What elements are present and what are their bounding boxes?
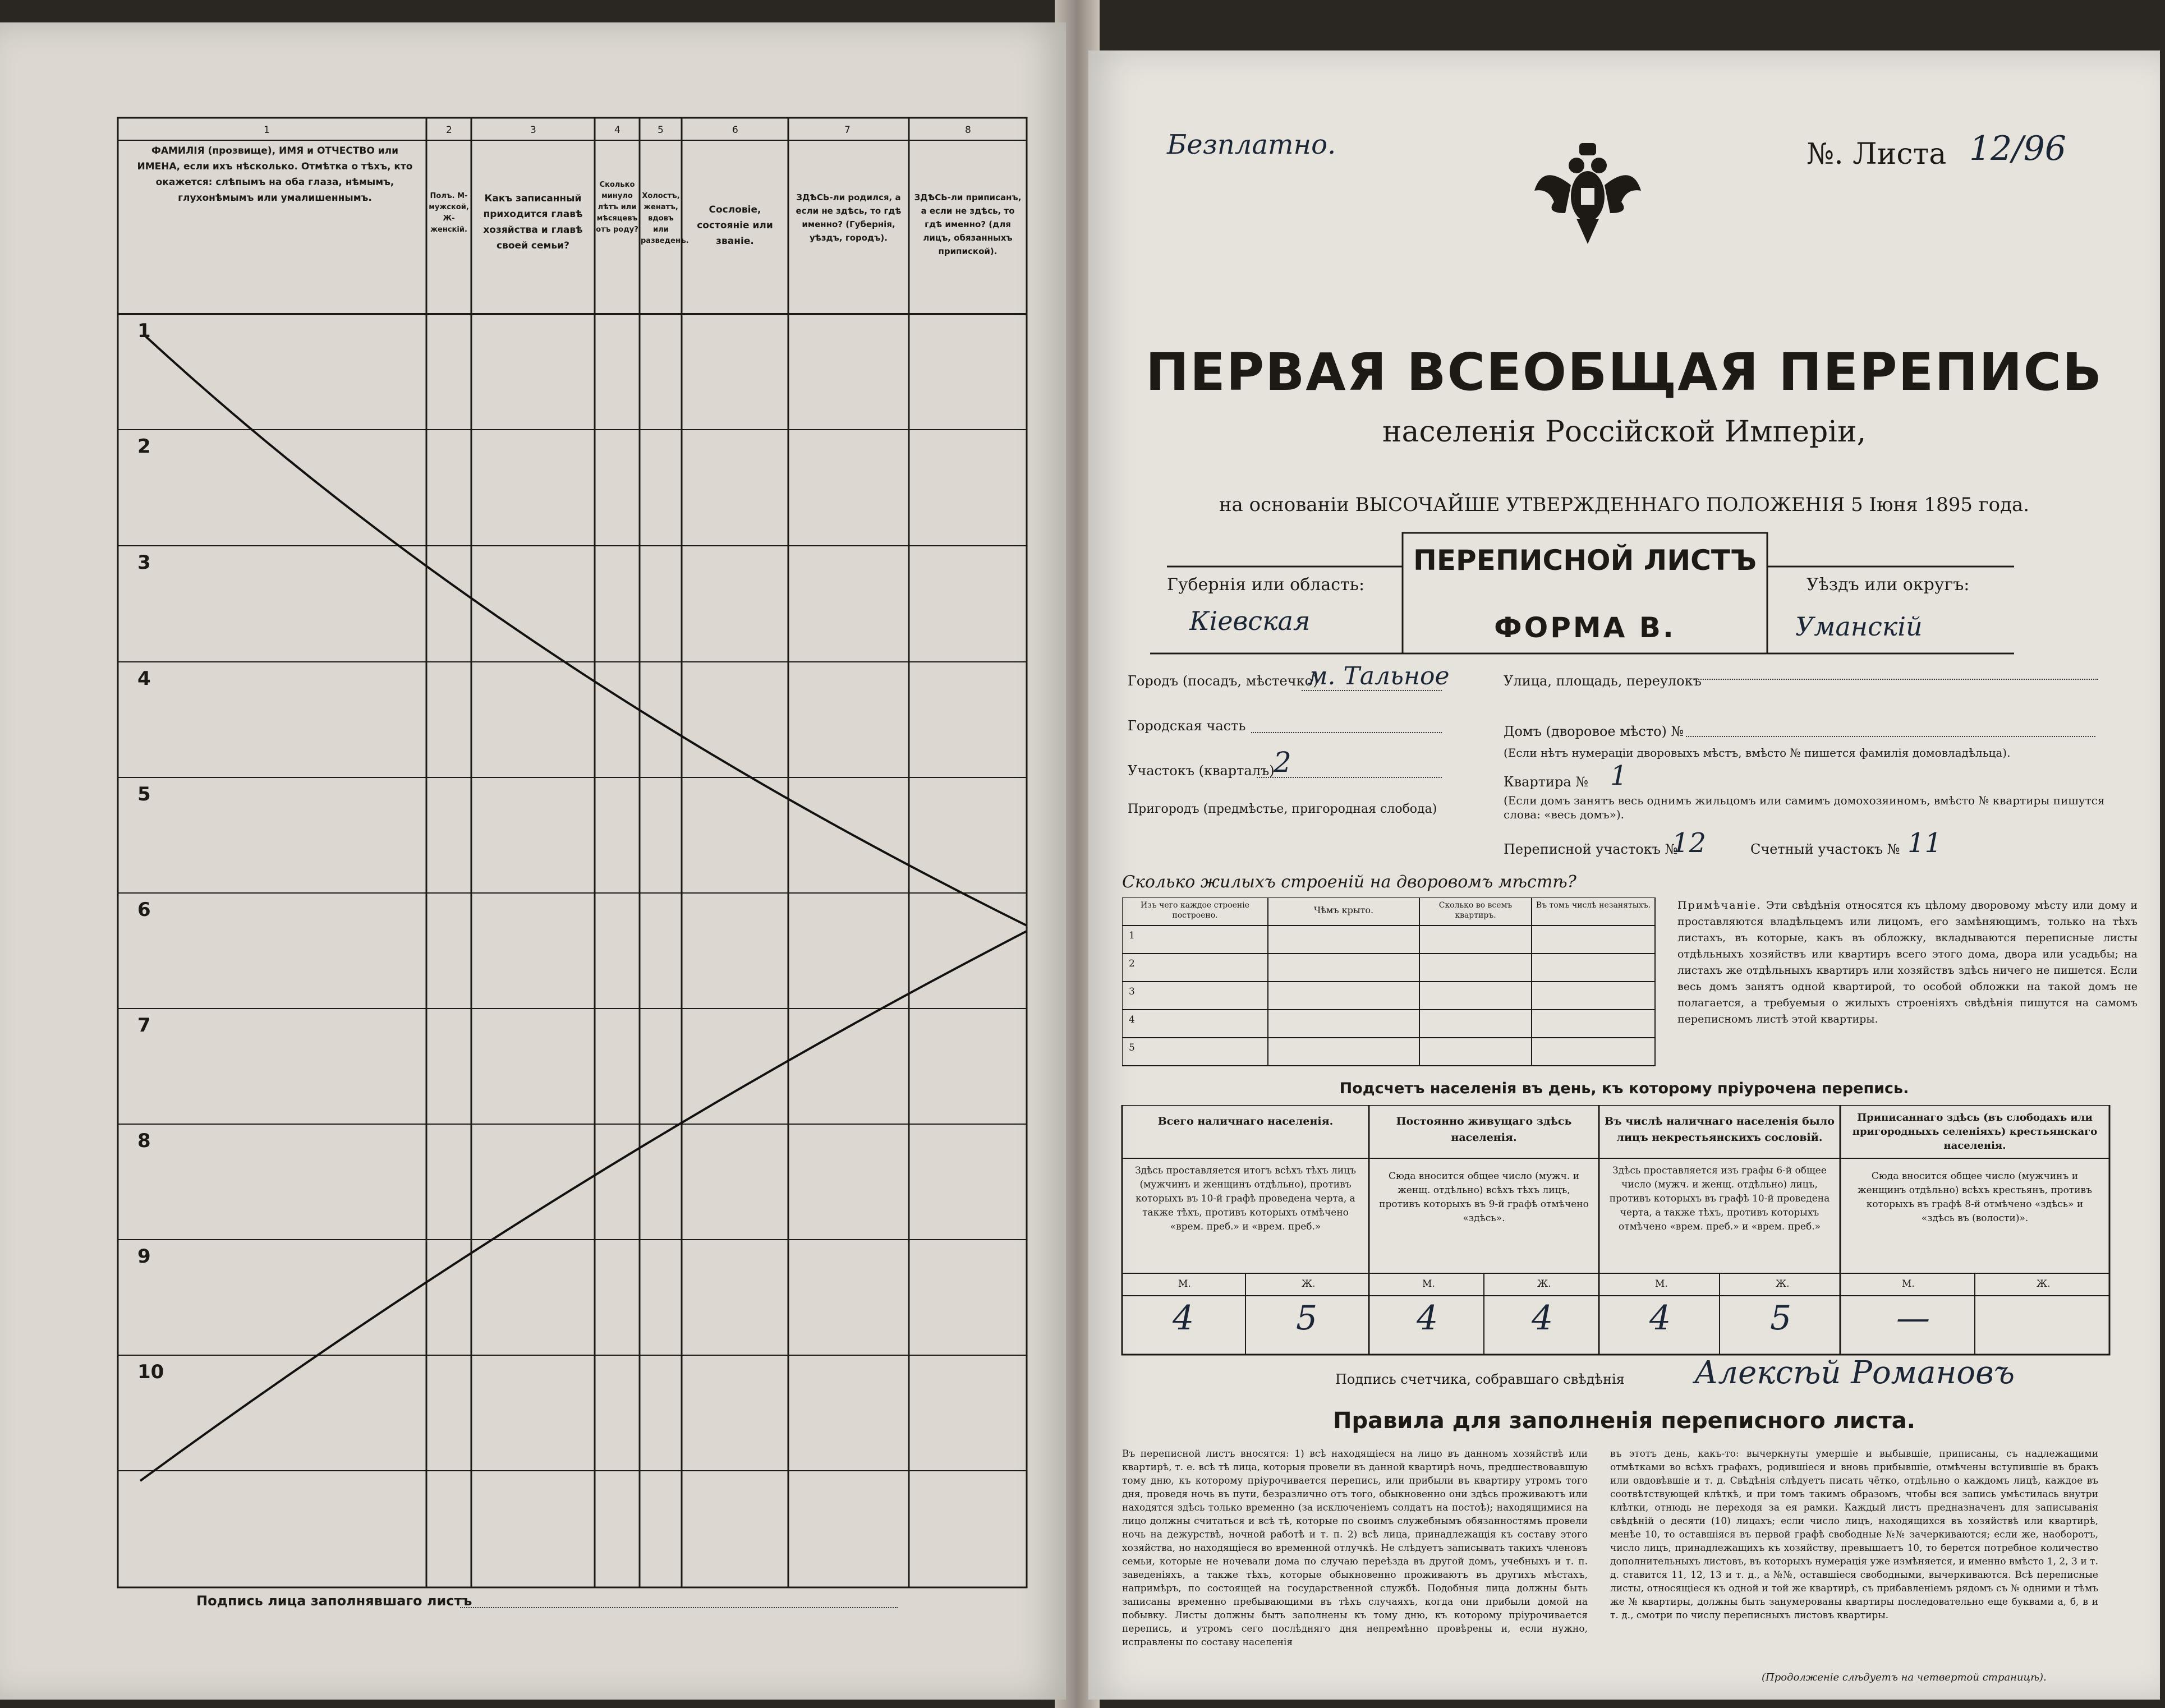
mz-4: Ж. [1537,1278,1551,1290]
header-col-3: Какъ записанный приходится главѣ хозяйства и главѣ своей семьи? [483,193,583,251]
col-number-2: 2 [446,125,452,136]
apartment-note: (Если домъ занятъ весь однимъ жильцомъ или самимъ домохозяиномъ, вмѣсто № квартиры пишутся слова: «весь домъ»). [1504,794,2105,821]
header-col-8: ЗДѢСЬ-ли приписанъ, а если не здѣсь, то гдѣ именно? (для лицъ, обязанныхъ припиской). [914,192,1022,256]
population-title: Подсчетъ населенія въ день, къ которому пріурочена перепись. [1339,1080,1909,1097]
decree-line: на основаніи ВЫСОЧАЙШЕ УТВЕРЖДЕННАГО ПОЛОЖЕНІЯ 5 Іюня 1895 года. [1219,494,2030,516]
city-part-line [1251,732,1442,733]
row-number-7: 7 [137,1014,151,1037]
pop-note-peasant: Сюда вносится общее число (мужчинъ и женщинъ отдѣльно) всѣхъ крестьянъ, противъ которыхъ въ графѣ 8-й отмѣчено «здѣсь» и «здѣсь въ (волости)». [1858,1171,2092,1224]
strike-line-1 [146,337,1027,926]
bt-row-3: 3 [1129,986,1135,997]
mz-5: М. [1655,1278,1668,1290]
mz-2: Ж. [1302,1278,1316,1290]
street-label: Улица, площадь, переулокъ [1504,673,1702,689]
header-col-1: ФАМИЛІЯ (прозвище), ИМЯ и ОТЧЕСТВО или ИМЕНА, если ихъ нѣсколько. Отмѣтка о тѣхъ, кто окажется: слѣпымъ на оба глаза, нѣмымъ, глухонѣмымъ или умалишеннымъ. [137,145,413,204]
district-label: Уѣздъ или округъ: [1807,575,1970,595]
buildings-question: Сколько жилыхъ строеній на дворовомъ мѣстѣ? [1122,872,1576,892]
count-plot-label: Счетный участокъ № [1750,841,1900,857]
province-value[interactable]: Кіевская [1189,606,1311,636]
bt-header-apartments: Сколько во всемъ квартиръ. [1438,901,1513,920]
strike-line-2 [140,931,1027,1481]
bt-row-1: 1 [1129,930,1135,941]
house-label: Домъ (дворовое мѣсто) № [1504,724,1684,739]
form-subtitle: ФОРМА В. [1494,611,1676,644]
bt-header-material: Изъ чего каждое строеніе построено. [1140,901,1250,920]
mz-8: Ж. [2037,1278,2051,1290]
note-text: Эти свѣдѣнія относятся къ цѣлому дворовому мѣсту или дому и проставляются владѣльцемъ или лицомъ, его замѣняющимъ, только на тѣхъ листахъ, въ которые, какъ въ обложку, вкладываются переписные листы отдѣльныхъ хозяйствъ или квартиръ всего этого дома, двора или усадьбы; на листахъ же отдѣльныхъ квартиръ или хозяйствъ здѣсь ничего не пишется. Если весь домъ занятъ одной квартирой, то особой обложки на такой домъ не полагается, а требуемыя о жилыхъ строеніяхъ свѣдѣнія пишутся на самомъ переписномъ листѣ этой квартиры. [1677,899,2138,1025]
signature-line [460,1607,898,1608]
pop-note-permanent: Сюда вносится общее число (мужч. и женщ. отдѣльно) всѣхъ тѣхъ лицъ, противъ которыхъ въ 9-й графѣ отмѣчено «здѣсь». [1379,1171,1589,1224]
bt-header-roof: Чѣмъ крыто. [1313,905,1374,915]
buildings-table-lines [1122,897,1683,1077]
census-plot-value[interactable]: 12 [1672,827,1707,859]
rules-column-1: Въ переписной листъ вносятся: 1) всѣ находящіеся на лицо въ данномъ хозяйствѣ или квартирѣ, т. е. всѣ тѣ лица, которыя провели въ данной квартирѣ ночь, предшествовавшую тому дню, къ которому пріурочивается перепись, или прибыли въ квартиру утромъ того дня, проведя ночь въ пути, безразлично отъ того, обыкновенно они здѣсь проживаютъ или находятся здѣсь только временно (за исключеніемъ солдатъ на постоѣ); находящимися на лицо должны считаться и всѣ тѣ, которые по своимъ служебнымъ обязанностямъ провели ночь на дежурствѣ, ночной работѣ и т. п. 2) всѣ лица, принадлежащія къ составу этого хозяйства, но находящіеся во временной отлучкѣ. Не слѣдуетъ записывать такихъ членовъ семьи, которые не ночевали дома по случаю переѣзда въ другой домъ, учебныхъ и т. п. заведеніяхъ, а также тѣхъ, которые обыкновенно проживаютъ въ другихъ мѣстахъ, напримѣръ, по состоящей на государственной службѣ. Подобныя лица должны быть записаны временно пребывающими въ тѣхъ случаяхъ, когда они прибыли домой на побывку. Листы должны быть заполнены къ тому дню, къ которому пріурочивается перепись, и утромъ сего послѣдняго дня непремѣнно провѣрены и, если нужно, исправлены по составу населенія [1122,1448,1588,1648]
rules-title: Правила для заполненія переписного листа. [1333,1408,1915,1434]
bt-header-vacant: Въ томъ числѣ незанятыхъ. [1536,901,1651,910]
count-present-f[interactable]: 5 [1296,1299,1318,1338]
right-page-cover [1088,50,2160,1700]
header-col-5: Холостъ, женатъ, вдовъ или разведенъ. [641,192,689,245]
bt-row-4: 4 [1129,1014,1135,1025]
rules-column-2: въ этотъ день, какъ-то: вычеркнуты умершіе и выбывшіе, приписаны, съ надлежащими отмѣтками во всѣхъ графахъ, родившіеся и вновь прибывшіе, отмѣчены вступившіе въ бракъ или овдовѣвшіе и т. д. Свѣдѣнія слѣдуетъ писать чётко, отдѣльно о каждомъ лицѣ, каждое въ соотвѣтствующей клѣткѣ, и при томъ такимъ образомъ, чтобы вся запись умѣстилась внутри клѣтки, отнюдь не переходя за ея рамки. Каждый листъ предназначенъ для записыванія свѣдѣній о десяти (10) лицахъ; если число лицъ, находящихся въ хозяйствѣ или квартирѣ, менѣе 10, то оставшіяся въ первой графѣ свободные №№ зачеркиваются; если же, наоборотъ, число лицъ, принадлежащихъ къ хозяйству, превышаетъ 10, то берется потребное количество дополнительныхъ листовъ, въ которыхъ нумерація уже измѣняется, и именно вмѣсто 1, 2, 3 и т. д. ставится 11, 12, 13 и т. д., а №№, оставшіеся свободными, вычеркиваются. Всѣ переписные листы, относящіеся къ одной и той же квартирѣ, съ прибавленіемъ рядомъ съ № одними и тѣмъ же № квартиры, должны быть занумерованы квартиры последовательно еще буквами а, б, в и т. д., смотри по числу переписныхъ листовъ квартиры. [1610,1448,2098,1621]
mz-3: М. [1422,1278,1435,1290]
suburb-label: Пригородъ (предмѣстье, пригородная слобода) [1128,802,1437,816]
pop-header-permanent: Постоянно живущаго здѣсь населенія. [1396,1115,1572,1144]
note-title: Примѣчаніе. [1677,899,1762,911]
city-part-label: Городская часть [1128,718,1246,734]
mz-6: Ж. [1776,1278,1790,1290]
row-number-9: 9 [137,1245,151,1268]
city-line [1302,690,1442,691]
row-number-1: 1 [137,320,151,342]
census-subtitle: населенія Россійской Имперіи, [1382,415,1867,449]
sheet-number-value: 12/96 [1969,129,2066,168]
row-number-2: 2 [137,435,151,458]
row-number-10: 10 [137,1361,164,1383]
col-number-7: 7 [844,125,851,136]
plot-label: Участокъ (кварталъ) [1128,763,1275,779]
form-title: ПЕРЕПИСНОЙ ЛИСТЪ [1413,544,1757,577]
free-label: Безплатно. [1167,129,1336,160]
province-label: Губернія или область: [1167,575,1365,595]
col-number-3: 3 [530,125,536,136]
street-line [1694,679,2098,680]
row-number-4: 4 [137,667,151,690]
apartment-label: Квартира № [1504,774,1589,790]
mz-1: М. [1178,1278,1191,1290]
pop-header-present: Всего наличнаго населенія. [1157,1115,1334,1127]
count-present-m[interactable]: 4 [1173,1299,1194,1338]
house-line [1686,736,2095,737]
sheet-number-label: №. Листа [1807,137,1947,171]
bt-row-2: 2 [1129,958,1135,969]
row-number-8: 8 [137,1130,151,1152]
buildings-note [1677,897,2138,1028]
header-col-7: ЗДѢСЬ-ли родился, а если не здѣсь, то гдѣ именно? (Губернія, уѣздъ, городъ). [796,192,902,243]
col-number-8: 8 [965,125,971,136]
header-col-6: Сословіе, состояніе или званіе. [697,204,773,247]
imperial-eagle-emblem [1532,140,1644,247]
city-value[interactable]: м. Тальное [1307,662,1450,690]
district-value[interactable]: Уманскій [1795,611,1923,642]
pop-header-nonpeasant: Въ числѣ наличнаго населенія было лицъ некрестьянскихъ сословій. [1605,1115,1835,1144]
col-number-5: 5 [658,125,664,136]
city-label: Городъ (посадъ, мѣстечко) [1128,673,1318,689]
count-peasant-m[interactable]: — [1896,1299,1930,1338]
counter-signature-value[interactable]: Алексѣй Романовъ [1694,1355,2015,1391]
pop-header-peasant: Приписаннаго здѣсь (въ слободахъ или пригородныхъ селеніяхъ) крестьянскаго населенія. [1852,1112,2098,1152]
count-plot-value[interactable]: 11 [1907,827,1942,859]
count-nonpeasant-m[interactable]: 4 [1649,1299,1671,1338]
census-plot-label: Переписной участокъ № [1504,841,1678,857]
row-number-6: 6 [137,899,151,921]
row-number-3: 3 [137,551,151,574]
rules-continuation: (Продолженіе слѣдуетъ на четвертой страницѣ). [1762,1672,2047,1683]
left-page-census-grid [0,22,1066,1700]
header-col-4: Сколько минуло лѣтъ или мѣсяцевъ отъ роду? [596,181,638,234]
row-number-5: 5 [137,783,151,805]
col-number-4: 4 [614,125,620,136]
bt-row-5: 5 [1129,1042,1135,1053]
count-permanent-m[interactable]: 4 [1417,1299,1438,1338]
apartment-value[interactable]: 1 [1610,760,1628,791]
header-col-2: Полъ. М-мужской, Ж-женскій. [429,192,469,234]
left-grid-lines [0,22,1066,1700]
counter-signature-label: Подпись счетчика, собравшаго свѣдѣнія [1335,1371,1625,1387]
pop-note-nonpeasant: Здѣсь проставляется изъ графы 6-й общее число (мужч. и женщ. отдѣльно) лицъ, противъ которыхъ въ графѣ 10-й проведена черта, а также тѣхъ, противъ которыхъ отмѣчено «врем. преб.» и «врем. преб.» [1609,1165,1830,1232]
mz-7: М. [1902,1278,1915,1290]
signature-label: Подпись лица заполнявшаго листъ [196,1593,472,1609]
plot-line [1257,777,1442,778]
count-permanent-f[interactable]: 4 [1532,1299,1553,1338]
house-note: (Если нѣтъ нумераціи дворовыхъ мѣстъ, вмѣсто № пишется фамилія домовладѣльца). [1504,746,2011,759]
pop-note-present: Здѣсь проставляется итогъ всѣхъ тѣхъ лицъ (мужчинъ и женщинъ отдѣльно), противъ которыхъ въ 10-й графѣ проведена черта, а также тѣхъ, противъ которыхъ отмѣчено «врем. преб.» и «врем. преб.» [1135,1165,1356,1232]
census-title: ПЕРВАЯ ВСЕОБЩАЯ ПЕРЕПИСЬ [1145,342,2103,402]
col-number-6: 6 [732,125,738,136]
plot-value[interactable]: 2 [1274,746,1291,779]
count-nonpeasant-f[interactable]: 5 [1770,1299,1792,1338]
col-number-1: 1 [264,125,270,136]
